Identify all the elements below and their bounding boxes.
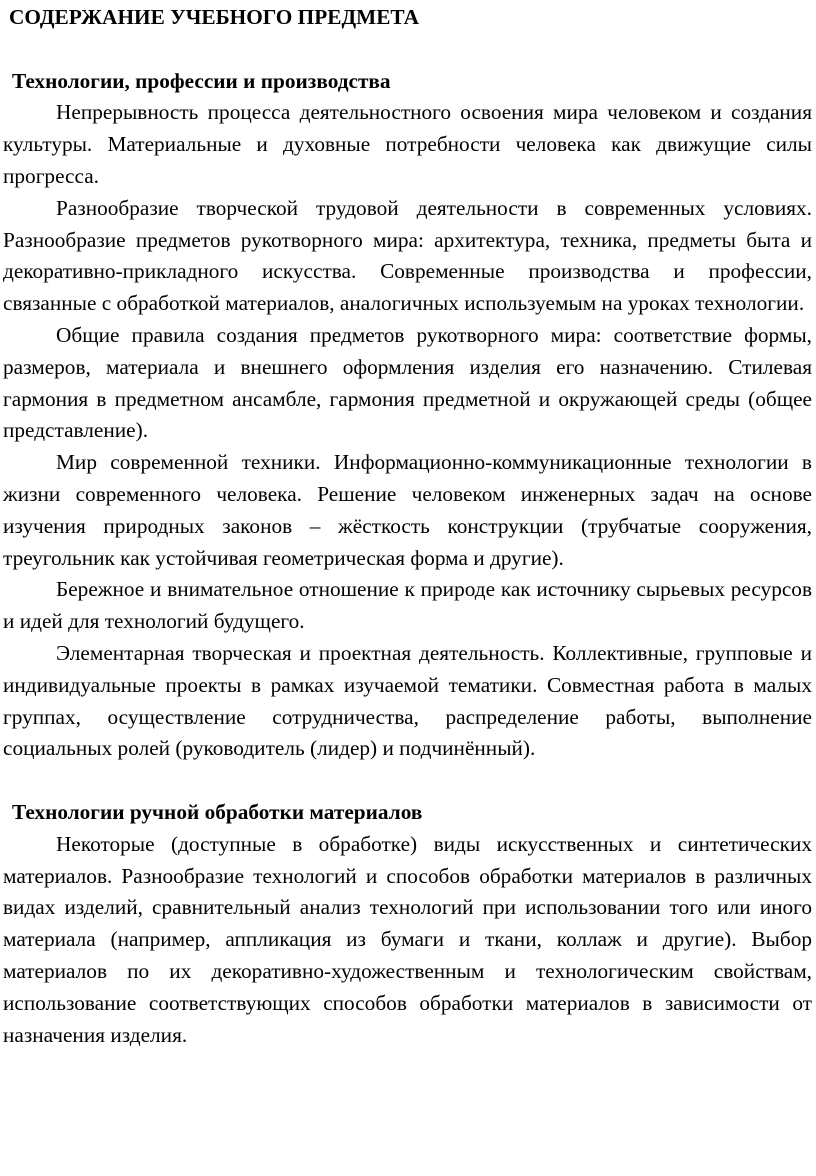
paragraph: Непрерывность процесса деятельностного освоения мира человеком и создания культуры. Материальные и духовные потребности человека как движущие силы прогресса. — [3, 100, 812, 188]
blank-line — [3, 34, 812, 66]
paragraph: Элементарная творческая и проектная деятельность. Коллективные, групповые и индивидуальные проекты в рамках изучаемой тематики. Совместная работа в малых группах, осуществление сотрудничества, распределение работы, выполнение социальных ролей (руководитель (лидер) и подчинённый). — [3, 640, 812, 761]
section-heading-technologies-professions: Технологии, профессии и производства — [12, 68, 391, 93]
page-title: СОДЕРЖАНИЕ УЧЕБНОГО ПРЕДМЕТА — [9, 5, 419, 29]
blank-line — [3, 765, 812, 797]
paragraph: Общие правила создания предметов рукотворного мира: соответствие формы, размеров, материала и внешнего оформления изделия его назначению. Стилевая гармония в предметном ансамбле, гармония предметной и окружающей среды (общее представление). — [3, 322, 812, 443]
paragraph: Мир современной техники. Информационно-коммуникационные технологии в жизни современного человека. Решение человеком инженерных задач на основе изучения природных законов – жёсткость конструкции (трубчатые сооружения, треугольник как устойчивая геометрическая форма и другие). — [3, 450, 812, 570]
paragraph: Разнообразие творческой трудовой деятельности в современных условиях. Разнообразие предметов рукотворного мира: архитектура, техника, предметы быта и декоративно-прикладного искусства. Современные производства и профессии, связанные с обработкой материалов, аналогичных используемым на уроках технологии. — [3, 195, 812, 316]
section-heading-manual-processing: Технологии ручной обработки материалов — [12, 799, 423, 824]
paragraph: Некоторые (доступные в обработке) виды искусственных и синтетических материалов. Разнообразие технологий и способов обработки материалов в различных видах изделий, сравнительный анализ технологий при использовании того или иного материала (например, аппликация из бумаги и ткани, коллаж и другие). Выбор материалов по их декоративно-художественным и технологическим свойствам, использование соответствующих способов обработки материалов в зависимости от назначения изделия. — [3, 831, 812, 1047]
paragraph: Бережное и внимательное отношение к природе как источнику сырьевых ресурсов и идей для технологий будущего. — [3, 577, 812, 634]
